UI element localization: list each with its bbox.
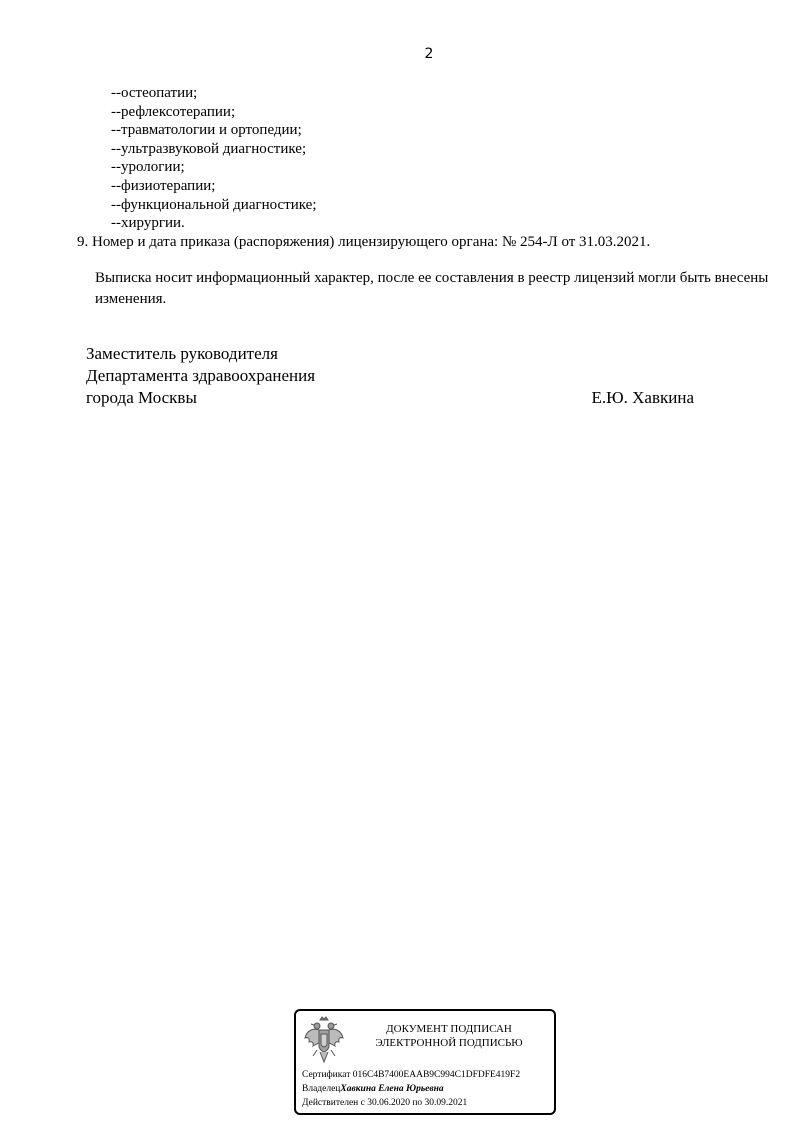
- list-item: --рефлексотерапии;: [111, 103, 236, 120]
- electronic-signature-stamp: [294, 1009, 556, 1115]
- validity-line: Действителен с 30.06.2020 по 30.09.2021: [302, 1098, 468, 1108]
- list-item: --ультразвуковой диагностике;: [111, 140, 307, 157]
- stamp-title-line: ДОКУМЕНТ ПОДПИСАН: [386, 1023, 512, 1035]
- list-item: --остеопатии;: [111, 85, 198, 101]
- signer-position-line: Заместитель руководителя: [86, 344, 278, 363]
- signer-position-line: города Москвы: [86, 388, 197, 407]
- owner-label: Владелец: [302, 1084, 341, 1094]
- list-item: --физиотерапии;: [111, 177, 216, 194]
- list-item: --хирургии.: [111, 215, 185, 232]
- list-item: --функциональной диагностике;: [111, 196, 317, 213]
- list-item: --травматологии и ортопедии;: [111, 122, 302, 139]
- stamp-title: [348, 1022, 550, 1050]
- double-headed-eagle-emblem-icon: [303, 1016, 345, 1068]
- stamp-details: [302, 1068, 520, 1110]
- owner-line: [302, 1082, 520, 1096]
- disclaimer-note: Выписка носит информационный характер, после ее составления в реестр лицензий могли быть внесены изменения.: [95, 270, 769, 307]
- certificate-line: [302, 1068, 520, 1082]
- license-activity-list: [111, 84, 317, 233]
- page-number: 2: [424, 46, 434, 62]
- signature-block: [86, 343, 706, 409]
- order-number-item: 9. Номер и дата приказа (распоряжения) лицензирующего органа: № 254-Л от 31.03.2021.: [77, 234, 651, 250]
- signer-name: Е.Ю. Хавкина: [591, 388, 694, 407]
- list-item: --урологии;: [111, 159, 185, 176]
- signer-position-line: Департамента здравоохранения: [86, 366, 316, 385]
- certificate-label: Сертификат: [302, 1070, 351, 1080]
- stamp-title-line: ЭЛЕКТРОННОЙ ПОДПИСЬЮ: [375, 1037, 523, 1049]
- owner-value: Хавкина Елена Юрьевна: [340, 1084, 444, 1094]
- certificate-value: 016C4B7400EAAB9C994C1DFDFE419F2: [352, 1070, 521, 1080]
